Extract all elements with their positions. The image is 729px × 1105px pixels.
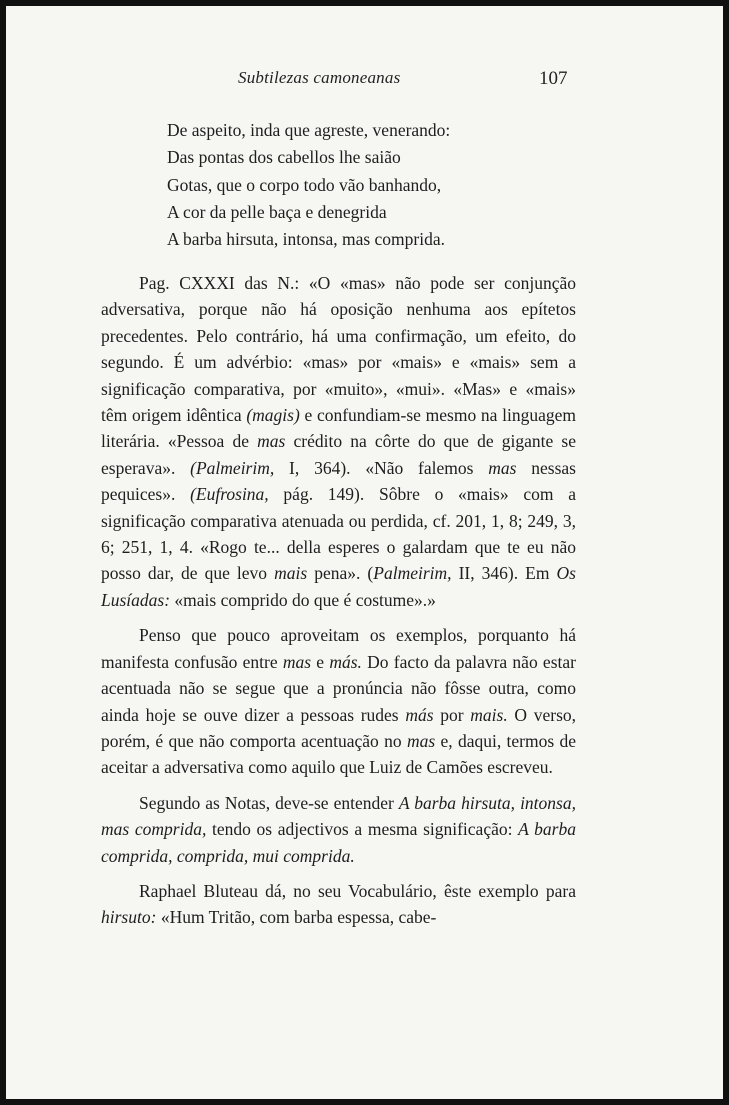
italic-run: más xyxy=(405,704,434,725)
text-run: «Hum Tritão, com barba espessa, cabe- xyxy=(156,907,437,928)
verse-quotation xyxy=(167,117,587,253)
italic-run: hirsuto: xyxy=(101,907,157,928)
paragraph-bluteau xyxy=(101,878,576,931)
text-run: II, 346). Em xyxy=(451,563,557,584)
text-run: Do facto da palavra não estar acentuada não se segue que a pronúncia não fôsse outra, como ainda hoje se ouve dizer a pessoas rudes xyxy=(101,651,576,725)
paragraph-notes-meaning xyxy=(101,790,576,869)
text-run: O verso, porém, é que não comporta acentuação no xyxy=(101,704,577,751)
text-run: «mais comprido do que é costume».» xyxy=(170,589,436,610)
text-run: crédito na côrte do que de gigante se esperava». xyxy=(101,431,576,478)
text-run: I, 364). «Não falemos xyxy=(274,457,489,478)
text-run: Pag. CXXXI das N.: «O «mas» não pode ser conjunção adversativa, porque não há oposição nenhuma aos epítetos precedentes. Pelo contrário, há uma confirmação, um efeito, do segundo. É um advérbio: «mas» por «mais» e «mais» sem a significação comparativa, por «muito», «mui». «Mas» e «mais» têm origem idêntica xyxy=(101,273,576,426)
text-run: nessas pequices». xyxy=(101,457,576,505)
text-run: Raphael Bluteau dá, no seu Vocabulário, êste exemplo para xyxy=(139,880,576,901)
italic-run: mas xyxy=(406,730,436,751)
italic-run: mas xyxy=(282,651,312,672)
italic-run: (Palmeirim, xyxy=(190,457,275,478)
italic-run: A barba hirsuta, intonsa, mas comprida, xyxy=(101,792,576,840)
italic-run: (Eufrosina, xyxy=(190,484,269,505)
page-header xyxy=(6,68,723,98)
italic-run: mais xyxy=(274,563,308,584)
italic-run: (magis) xyxy=(246,405,300,426)
italic-run: mas xyxy=(488,457,517,478)
verse-line: A barba hirsuta, intonsa, mas comprida. xyxy=(167,229,445,250)
text-run: pena». ( xyxy=(307,563,374,584)
paragraph-author-reply xyxy=(101,622,576,780)
italic-run: Palmeirim, xyxy=(373,563,452,584)
text-run: tendo os adjectivos a mesma significação: xyxy=(206,819,519,840)
italic-run: mas xyxy=(257,431,286,452)
italic-run: A barba comprida, comprida, mui comprida. xyxy=(101,819,576,866)
text-run: por xyxy=(433,704,471,725)
italic-run: más. xyxy=(329,651,362,672)
running-title: Subtilezas camoneanas xyxy=(238,68,401,87)
verse-line: A cor da pelle baça e denegrida xyxy=(167,201,387,222)
text-run: e, daqui, termos de aceitar a adversativa como aquilo que Luiz de Camões escreveu. xyxy=(101,730,577,778)
verse-line: De aspeito, inda que agreste, venerando: xyxy=(167,120,451,140)
italic-run: mais. xyxy=(470,704,508,725)
book-page xyxy=(6,6,723,1099)
text-run: e confundiam-se mesmo na linguagem literária. «Pessoa de xyxy=(101,405,576,452)
verse-line: Gotas, que o corpo todo vão banhando, xyxy=(167,174,442,195)
text-run: Penso que pouco aproveitam os exemplos, porquanto há manifesta confusão entre xyxy=(101,625,576,672)
page-number: 107 xyxy=(539,68,568,89)
body-text xyxy=(101,270,576,931)
verse-line: Das pontas dos cabellos lhe saião xyxy=(167,147,401,168)
italic-run: Os Lusíadas: xyxy=(101,563,576,610)
text-run: e xyxy=(311,651,330,672)
text-run: Segundo as Notas, deve-se entender xyxy=(139,792,399,813)
paragraph-notes-commentary xyxy=(101,270,576,613)
text-run: pág. 149). Sôbre o «mais» com a significação comparativa atenuada ou perdida, cf. 201, 1, 8; 249, 3, 6; 251, 1, 4. «Rogo te... della esperes o galardam que te eu não posso dar, de que levo xyxy=(101,484,576,584)
